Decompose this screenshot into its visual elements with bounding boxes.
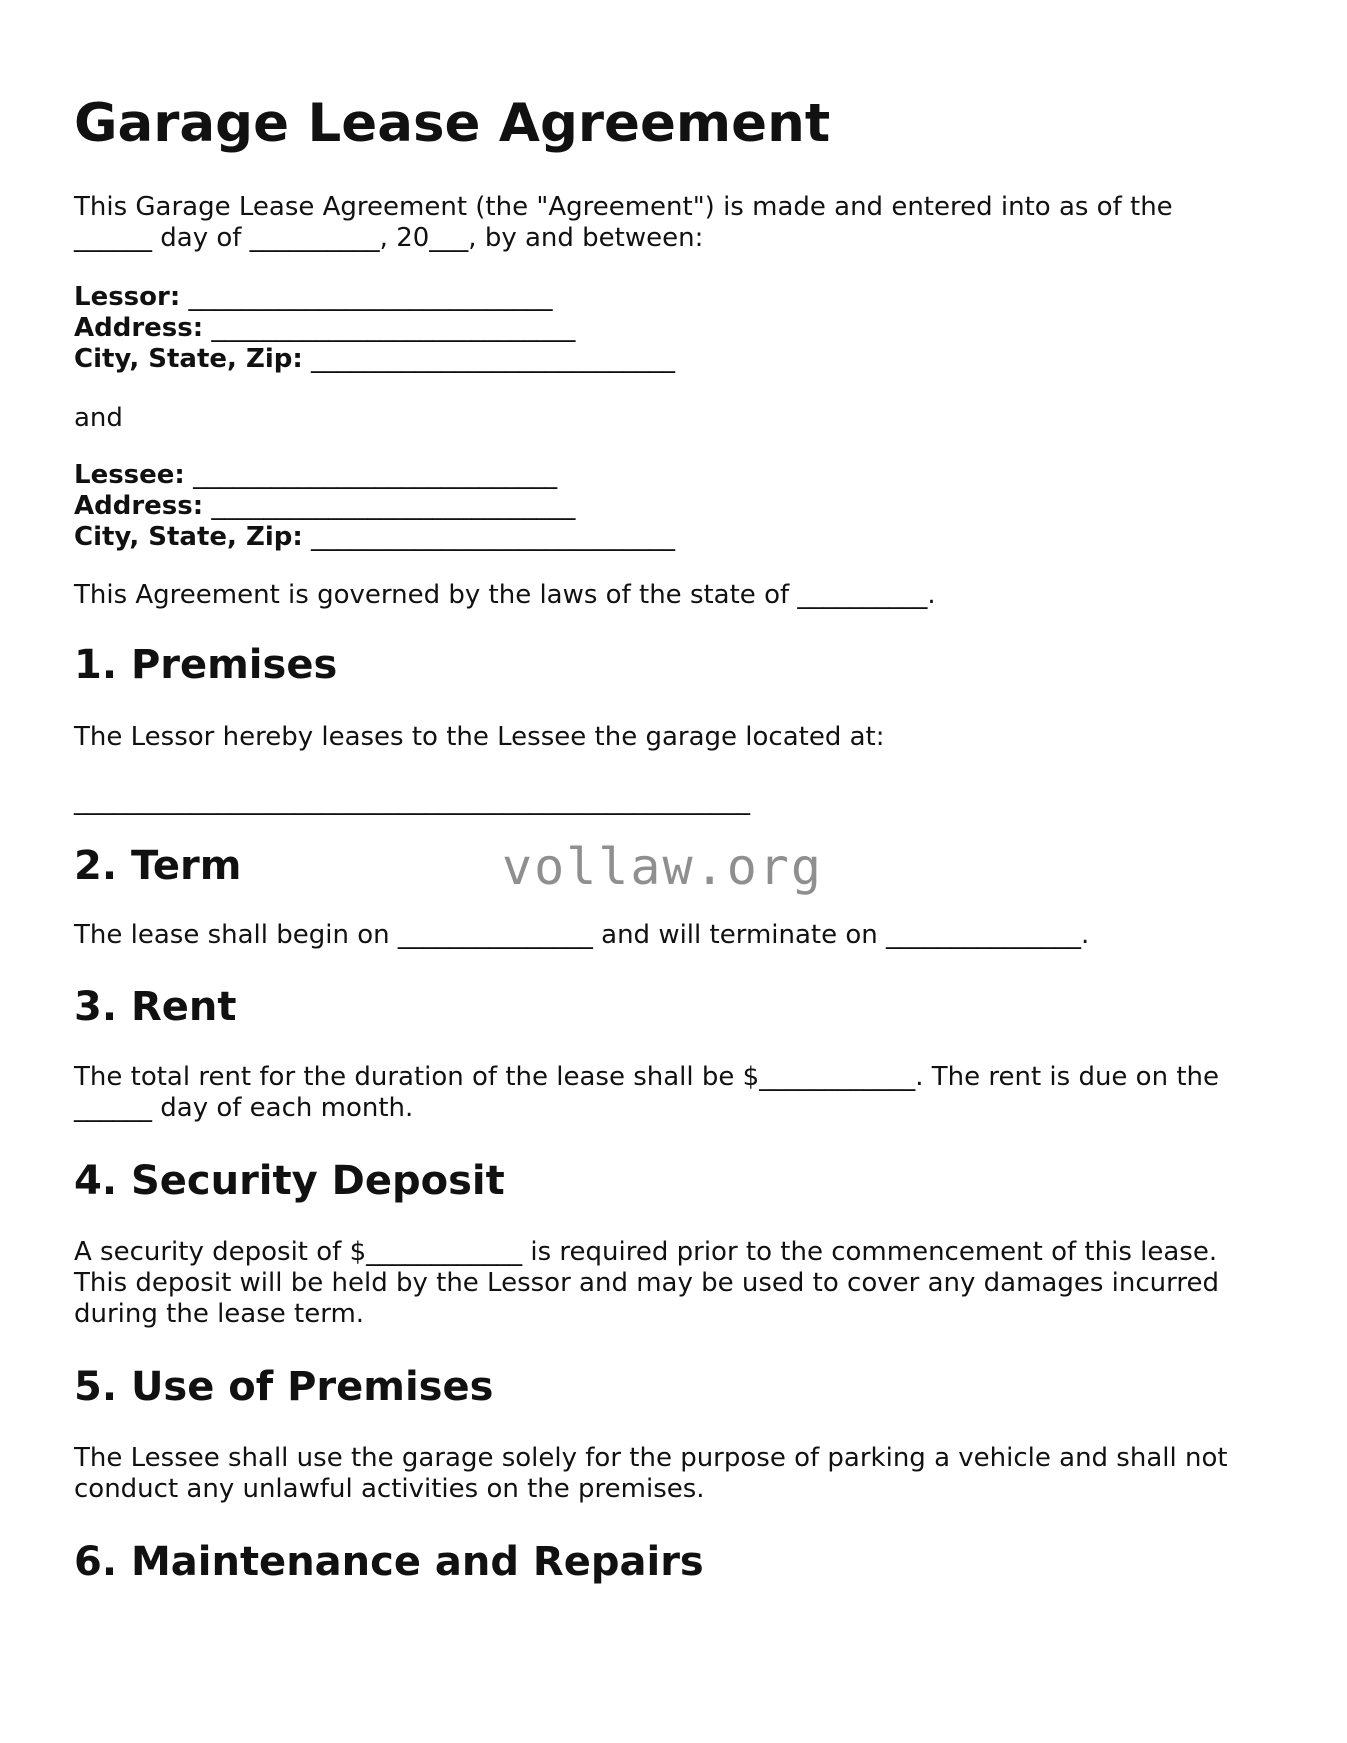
section-premises-heading: 1. Premises — [74, 642, 338, 688]
section-maintenance-heading: 6. Maintenance and Repairs — [74, 1539, 704, 1585]
lessor-address-label: Address: — [74, 313, 204, 343]
lessor-label: Lessor: — [74, 282, 181, 312]
lessor-city-blank: ____________________________ — [302, 344, 676, 374]
section-rent-line-1: The total rent for the duration of the lease shall be $____________. The rent is due on the — [74, 1062, 1220, 1092]
section-deposit-line-1: A security deposit of $____________ is required prior to the commencement of this lease. — [74, 1237, 1218, 1267]
lessor-address-blank: ____________________________ — [203, 313, 576, 343]
lessor-line — [74, 282, 553, 313]
lessor-city-line — [74, 344, 675, 375]
section-deposit-line-2: This deposit will be held by the Lessor and may be used to cover any damages incurred — [74, 1268, 1219, 1298]
section-rent-heading: 3. Rent — [74, 984, 237, 1030]
document-title: Garage Lease Agreement — [74, 93, 831, 154]
lessee-address-line — [74, 491, 575, 522]
section-premises-blank: ____________________________________________________ — [74, 786, 750, 816]
section-deposit-heading: 4. Security Deposit — [74, 1158, 505, 1204]
governing-law-text: This Agreement is governed by the laws of the state of __________. — [74, 580, 936, 610]
lessor-address-line — [74, 313, 575, 344]
and-text: and — [74, 403, 123, 433]
lessee-city-blank: ____________________________ — [302, 522, 676, 552]
section-deposit-line-3: during the lease term. — [74, 1299, 365, 1329]
lessee-blank: ____________________________ — [184, 460, 558, 490]
section-use-line-1: The Lessee shall use the garage solely for the purpose of parking a vehicle and shall not — [74, 1443, 1228, 1473]
section-premises-text: The Lessor hereby leases to the Lessee the garage located at: — [74, 722, 885, 752]
lessee-city-line — [74, 522, 675, 553]
section-use-heading: 5. Use of Premises — [74, 1364, 494, 1410]
watermark-text: vollaw.org — [502, 838, 824, 896]
lessor-blank: ____________________________ — [180, 282, 553, 312]
section-term-heading: 2. Term — [74, 843, 242, 889]
section-rent-line-2: ______ day of each month. — [74, 1093, 414, 1123]
lessee-line — [74, 460, 557, 491]
lessee-city-label: City, State, Zip: — [74, 522, 303, 552]
intro-line-1: This Garage Lease Agreement (the "Agreement") is made and entered into as of the — [74, 192, 1173, 222]
section-term-text: The lease shall begin on _______________ and will terminate on _______________. — [74, 920, 1090, 950]
lessor-city-label: City, State, Zip: — [74, 344, 303, 374]
lessee-address-blank: ____________________________ — [203, 491, 576, 521]
lessee-label: Lessee: — [74, 460, 185, 490]
intro-line-2: ______ day of __________, 20___, by and between: — [74, 223, 704, 253]
section-use-line-2: conduct any unlawful activities on the premises. — [74, 1474, 705, 1504]
lessee-address-label: Address: — [74, 491, 204, 521]
